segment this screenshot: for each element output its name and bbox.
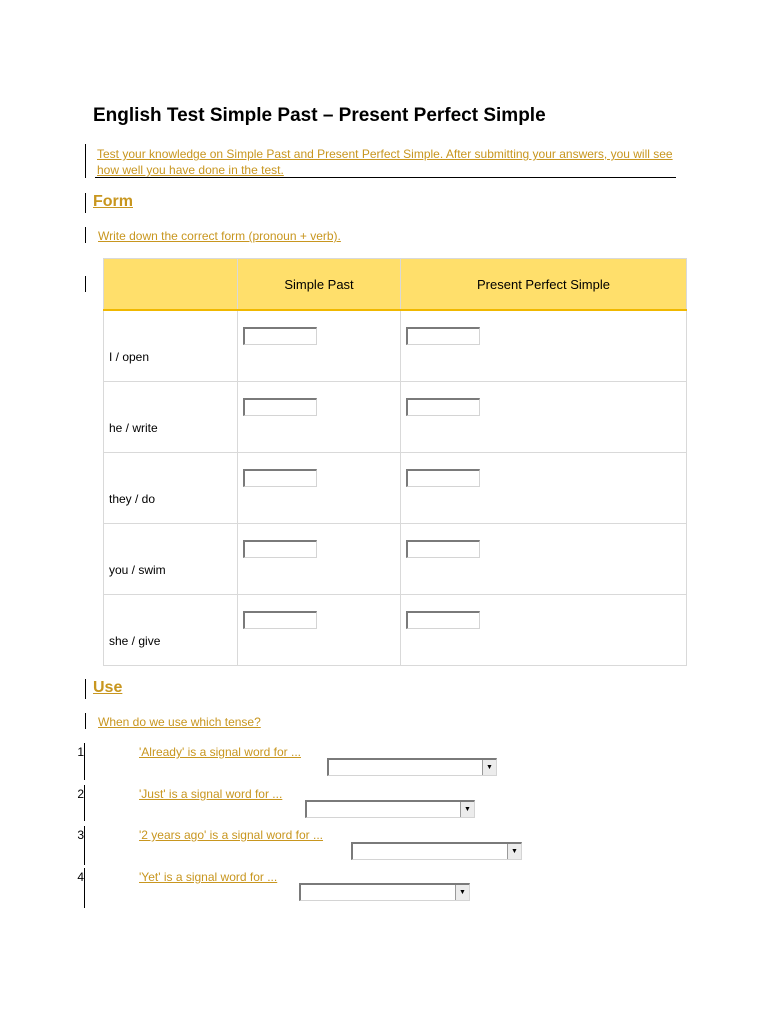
question-marker [84, 868, 85, 908]
chevron-down-icon[interactable]: ▼ [455, 885, 469, 900]
pronoun-verb-label: you / swim [109, 563, 166, 577]
answer-select[interactable] [305, 800, 475, 818]
present-perfect-input[interactable] [406, 469, 480, 487]
pronoun-verb-label: they / do [109, 492, 156, 506]
simple-past-cell [238, 595, 401, 666]
form-heading[interactable]: Form [93, 193, 133, 210]
pronoun-verb-cell [104, 310, 238, 382]
answer-select[interactable] [299, 883, 470, 901]
simple-past-input[interactable] [243, 611, 317, 629]
chevron-down-icon[interactable]: ▼ [482, 760, 496, 775]
answer-select[interactable] [327, 758, 497, 776]
present-perfect-cell [401, 310, 687, 382]
present-perfect-cell [401, 453, 687, 524]
pronoun-verb-label: I / open [109, 350, 150, 364]
present-perfect-input[interactable] [406, 398, 480, 416]
pronoun-verb-cell [104, 524, 238, 595]
form-instruction[interactable]: Write down the correct form (pronoun + verb). [98, 229, 341, 243]
chevron-down-icon[interactable]: ▼ [507, 844, 521, 859]
question-number: 4 [77, 870, 84, 884]
simple-past-input[interactable] [243, 540, 317, 558]
answer-select[interactable] [351, 842, 522, 860]
question-marker [84, 743, 85, 780]
simple-past-input[interactable] [243, 398, 317, 416]
question-text[interactable]: '2 years ago' is a signal word for ... [139, 828, 324, 842]
paragraph-marker [85, 276, 86, 292]
intro-divider [95, 177, 676, 178]
paragraph-marker [85, 193, 86, 213]
pronoun-verb-cell [104, 595, 238, 666]
form-table [103, 258, 687, 666]
question-number: 3 [77, 828, 84, 842]
simple-past-cell [238, 310, 401, 382]
header-present-perfect: Present Perfect Simple [401, 259, 687, 311]
use-instruction[interactable]: When do we use which tense? [98, 715, 261, 729]
present-perfect-input[interactable] [406, 327, 480, 345]
simple-past-cell [238, 453, 401, 524]
table-row [104, 382, 687, 453]
pronoun-verb-cell [104, 382, 238, 453]
table-row [104, 524, 687, 595]
table-row [104, 595, 687, 666]
present-perfect-cell [401, 595, 687, 666]
table-header-row [104, 259, 687, 311]
simple-past-input[interactable] [243, 469, 317, 487]
present-perfect-input[interactable] [406, 611, 480, 629]
simple-past-input[interactable] [243, 327, 317, 345]
question-marker [84, 785, 85, 821]
page-title: English Test Simple Past – Present Perfect Simple [93, 105, 546, 126]
use-heading[interactable]: Use [93, 679, 123, 696]
question-number: 1 [77, 745, 84, 759]
paragraph-marker [85, 144, 86, 178]
present-perfect-input[interactable] [406, 540, 480, 558]
paragraph-marker [85, 679, 86, 699]
paragraph-marker [85, 227, 86, 243]
question-text[interactable]: 'Just' is a signal word for ... [139, 787, 283, 801]
table-row [104, 310, 687, 382]
pronoun-verb-label: she / give [109, 634, 161, 648]
paragraph-marker [85, 713, 86, 729]
intro-text[interactable]: Test your knowledge on Simple Past and Present Perfect Simple. After submitting your answers, you will see how well you have done in the test. [97, 147, 673, 177]
question-marker [84, 826, 85, 865]
chevron-down-icon[interactable]: ▼ [460, 802, 474, 817]
simple-past-cell [238, 524, 401, 595]
pronoun-verb-cell [104, 453, 238, 524]
pronoun-verb-label: he / write [109, 421, 158, 435]
question-number: 2 [77, 787, 84, 801]
header-blank [104, 259, 238, 311]
question-text[interactable]: 'Yet' is a signal word for ... [139, 870, 278, 884]
question-text[interactable]: 'Already' is a signal word for ... [139, 745, 301, 759]
present-perfect-cell [401, 524, 687, 595]
table-row [104, 453, 687, 524]
simple-past-cell [238, 382, 401, 453]
header-simple-past: Simple Past [238, 259, 401, 311]
present-perfect-cell [401, 382, 687, 453]
